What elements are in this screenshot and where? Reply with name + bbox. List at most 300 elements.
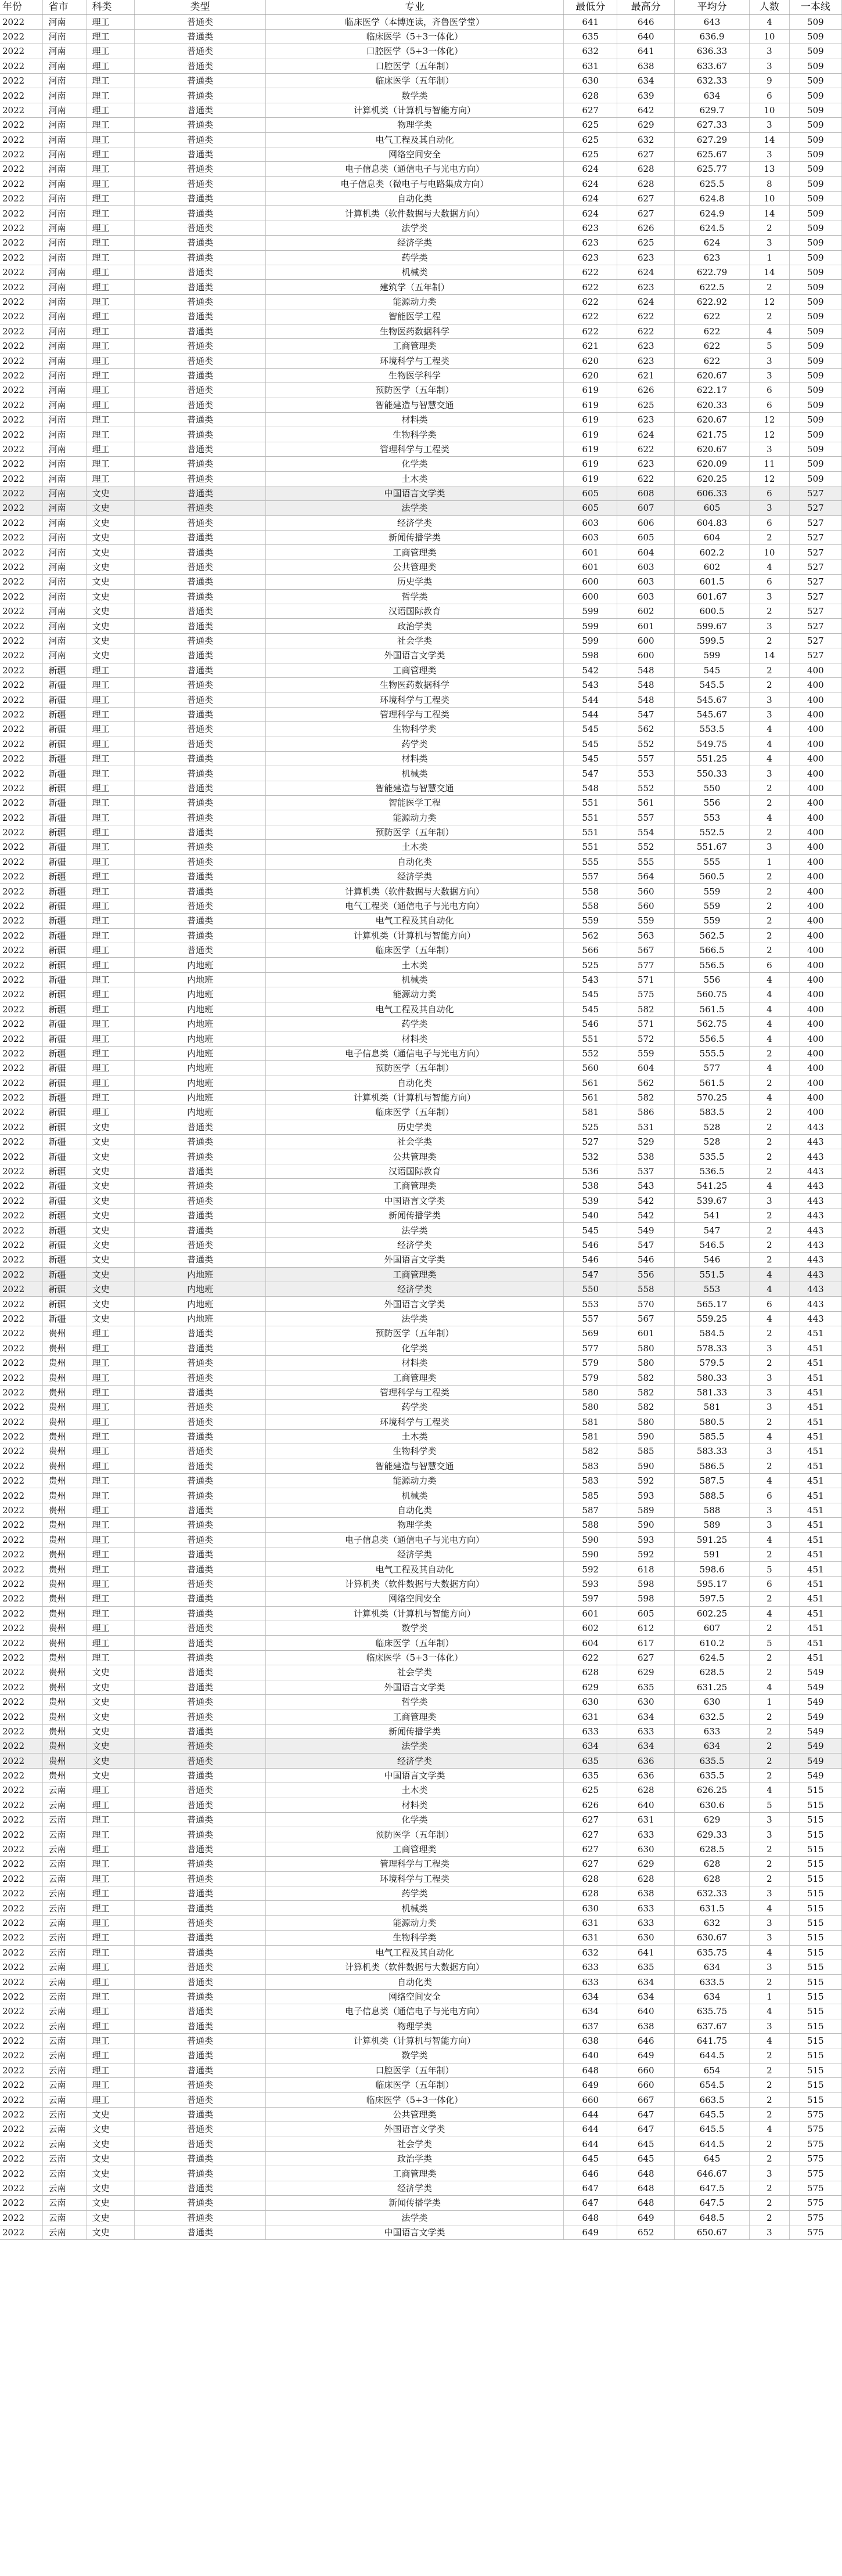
tier-line-cell: 400: [789, 1016, 841, 1031]
max-score-cell: 567: [617, 943, 675, 958]
tier-line-cell: 527: [789, 501, 841, 515]
tier-line-cell: 400: [789, 987, 841, 1002]
major-cell: 电子信息类（微电子与电路集成方向）: [265, 176, 563, 191]
subject-cell: 理工: [86, 457, 135, 471]
max-score-cell: 567: [617, 1311, 675, 1326]
avg-score-cell: 635.5: [675, 1768, 750, 1783]
avg-score-cell: 580.33: [675, 1370, 750, 1385]
province-cell: 新疆: [42, 1149, 86, 1164]
type-cell: 普通类: [135, 2196, 265, 2210]
table-row: [0, 1179, 842, 1193]
avg-score-cell: 599: [675, 648, 750, 663]
max-score-cell: 630: [617, 1931, 675, 1945]
province-cell: 新疆: [42, 1002, 86, 1016]
table-row: [0, 1621, 842, 1635]
tier-line-cell: 575: [789, 2210, 841, 2225]
count-cell: 3: [750, 236, 790, 250]
year-cell: 2022: [0, 1370, 42, 1385]
subject-cell: 理工: [86, 2004, 135, 2019]
min-score-cell: 603: [564, 531, 617, 545]
year-cell: 2022: [0, 1090, 42, 1105]
subject-cell: 理工: [86, 751, 135, 766]
max-score-cell: 562: [617, 722, 675, 737]
major-cell: 临床医学（5+3一体化）: [265, 29, 563, 44]
type-cell: 内地班: [135, 1297, 265, 1311]
province-cell: 贵州: [42, 1355, 86, 1370]
tier-line-cell: 451: [789, 1444, 841, 1459]
tier-line-cell: 400: [789, 1105, 841, 1120]
province-cell: 河南: [42, 457, 86, 471]
year-cell: 2022: [0, 1871, 42, 1886]
avg-score-cell: 555: [675, 854, 750, 869]
min-score-cell: 582: [564, 1444, 617, 1459]
year-cell: 2022: [0, 663, 42, 677]
province-cell: 河南: [42, 15, 86, 29]
min-score-cell: 624: [564, 192, 617, 206]
tier-line-cell: 400: [789, 840, 841, 854]
max-score-cell: 553: [617, 766, 675, 781]
type-cell: 普通类: [135, 309, 265, 324]
major-cell: 新闻传播学类: [265, 1724, 563, 1738]
major-cell: 计算机类（软件数据与大数据方向）: [265, 206, 563, 221]
tier-line-cell: 509: [789, 44, 841, 59]
tier-line-cell: 527: [789, 575, 841, 589]
max-score-cell: 590: [617, 1459, 675, 1473]
avg-score-cell: 606.33: [675, 486, 750, 500]
type-cell: 内地班: [135, 1105, 265, 1120]
min-score-cell: 560: [564, 1061, 617, 1076]
table-row: [0, 1326, 842, 1341]
major-cell: 汉语国际教育: [265, 604, 563, 619]
major-cell: 生物科学类: [265, 722, 563, 737]
max-score-cell: 552: [617, 737, 675, 751]
count-cell: 4: [750, 1016, 790, 1031]
max-score-cell: 628: [617, 176, 675, 191]
province-cell: 河南: [42, 589, 86, 604]
major-cell: 电子信息类（通信电子与光电方向）: [265, 1046, 563, 1060]
table-body: [0, 15, 842, 2240]
max-score-cell: 634: [617, 1709, 675, 1724]
major-cell: 土木类: [265, 471, 563, 486]
province-cell: 云南: [42, 1857, 86, 1871]
avg-score-cell: 578.33: [675, 1341, 750, 1355]
avg-score-cell: 622: [675, 338, 750, 353]
min-score-cell: 605: [564, 501, 617, 515]
subject-cell: 文史: [86, 2210, 135, 2225]
year-cell: 2022: [0, 722, 42, 737]
min-score-cell: 580: [564, 1385, 617, 1399]
subject-cell: 理工: [86, 1606, 135, 1621]
max-score-cell: 645: [617, 2137, 675, 2151]
province-cell: 云南: [42, 1931, 86, 1945]
subject-cell: 理工: [86, 280, 135, 294]
province-cell: 云南: [42, 1960, 86, 1974]
min-score-cell: 553: [564, 1297, 617, 1311]
avg-score-cell: 528: [675, 1135, 750, 1149]
year-cell: 2022: [0, 1547, 42, 1562]
count-cell: 4: [750, 722, 790, 737]
year-cell: 2022: [0, 206, 42, 221]
min-score-cell: 622: [564, 1650, 617, 1665]
type-cell: 普通类: [135, 353, 265, 368]
year-cell: 2022: [0, 309, 42, 324]
min-score-cell: 583: [564, 1474, 617, 1488]
table-row: [0, 1238, 842, 1252]
type-cell: 普通类: [135, 250, 265, 265]
tier-line-cell: 515: [789, 1886, 841, 1901]
count-cell: 4: [750, 1606, 790, 1621]
province-cell: 新疆: [42, 1076, 86, 1090]
subject-cell: 理工: [86, 677, 135, 692]
year-cell: 2022: [0, 1768, 42, 1783]
count-cell: 3: [750, 2225, 790, 2239]
type-cell: 普通类: [135, 1238, 265, 1252]
type-cell: 普通类: [135, 560, 265, 574]
type-cell: 普通类: [135, 1931, 265, 1945]
avg-score-cell: 635.75: [675, 1945, 750, 1960]
type-cell: 普通类: [135, 589, 265, 604]
major-cell: 智能医学工程: [265, 309, 563, 324]
year-cell: 2022: [0, 221, 42, 235]
count-cell: 2: [750, 1253, 790, 1267]
tier-line-cell: 400: [789, 1046, 841, 1060]
subject-cell: 理工: [86, 958, 135, 972]
subject-cell: 理工: [86, 796, 135, 810]
type-cell: 普通类: [135, 236, 265, 250]
max-score-cell: 627: [617, 147, 675, 161]
avg-score-cell: 634: [675, 88, 750, 103]
count-cell: 4: [750, 1090, 790, 1105]
year-cell: 2022: [0, 1680, 42, 1694]
province-cell: 贵州: [42, 1754, 86, 1768]
year-cell: 2022: [0, 1665, 42, 1680]
year-cell: 2022: [0, 840, 42, 854]
table-row: [0, 486, 842, 500]
max-score-cell: 604: [617, 545, 675, 560]
max-score-cell: 660: [617, 2078, 675, 2092]
avg-score-cell: 556: [675, 972, 750, 987]
province-cell: 贵州: [42, 1444, 86, 1459]
type-cell: 普通类: [135, 1164, 265, 1178]
major-cell: 外国语言文学类: [265, 648, 563, 663]
max-score-cell: 600: [617, 648, 675, 663]
min-score-cell: 545: [564, 737, 617, 751]
year-cell: 2022: [0, 1842, 42, 1856]
province-cell: 云南: [42, 2004, 86, 2019]
avg-score-cell: 624.5: [675, 1650, 750, 1665]
table-row: [0, 1311, 842, 1326]
max-score-cell: 537: [617, 1164, 675, 1178]
min-score-cell: 644: [564, 2137, 617, 2151]
major-cell: 机械类: [265, 1901, 563, 1915]
avg-score-cell: 631.25: [675, 1680, 750, 1694]
subject-cell: 文史: [86, 1768, 135, 1783]
avg-score-cell: 565.17: [675, 1297, 750, 1311]
major-cell: 电气工程及其自动化: [265, 914, 563, 928]
count-cell: 4: [750, 2033, 790, 2048]
year-cell: 2022: [0, 751, 42, 766]
tier-line-cell: 451: [789, 1385, 841, 1399]
major-cell: 哲学类: [265, 1694, 563, 1709]
province-cell: 云南: [42, 2196, 86, 2210]
year-cell: 2022: [0, 1105, 42, 1120]
type-cell: 普通类: [135, 575, 265, 589]
count-cell: 3: [750, 1915, 790, 1930]
max-score-cell: 636: [617, 1754, 675, 1768]
avg-score-cell: 553.5: [675, 722, 750, 737]
avg-score-cell: 585.5: [675, 1429, 750, 1444]
subject-cell: 理工: [86, 236, 135, 250]
tier-line-cell: 527: [789, 589, 841, 604]
province-cell: 贵州: [42, 1400, 86, 1415]
subject-cell: 文史: [86, 1739, 135, 1754]
type-cell: 普通类: [135, 1208, 265, 1223]
province-cell: 贵州: [42, 1665, 86, 1680]
type-cell: 普通类: [135, 545, 265, 560]
max-score-cell: 623: [617, 250, 675, 265]
max-score-cell: 582: [617, 1400, 675, 1415]
max-score-cell: 628: [617, 1783, 675, 1798]
type-cell: 普通类: [135, 1901, 265, 1915]
year-cell: 2022: [0, 2196, 42, 2210]
count-cell: 3: [750, 44, 790, 59]
province-cell: 河南: [42, 442, 86, 456]
max-score-cell: 559: [617, 1046, 675, 1060]
year-cell: 2022: [0, 619, 42, 633]
subject-cell: 理工: [86, 825, 135, 839]
major-cell: 政治学类: [265, 619, 563, 633]
table-row: [0, 1694, 842, 1709]
major-cell: 社会学类: [265, 1665, 563, 1680]
year-cell: 2022: [0, 324, 42, 338]
year-cell: 2022: [0, 1592, 42, 1606]
province-cell: 云南: [42, 1842, 86, 1856]
avg-score-cell: 595.17: [675, 1576, 750, 1591]
max-score-cell: 549: [617, 1223, 675, 1238]
avg-score-cell: 629.7: [675, 103, 750, 117]
min-score-cell: 558: [564, 884, 617, 899]
table-row: [0, 1016, 842, 1031]
major-cell: 药学类: [265, 1400, 563, 1415]
count-cell: 3: [750, 766, 790, 781]
subject-cell: 理工: [86, 1886, 135, 1901]
type-cell: 普通类: [135, 1606, 265, 1621]
tier-line-cell: 443: [789, 1267, 841, 1282]
province-cell: 云南: [42, 2225, 86, 2239]
major-cell: 外国语言文学类: [265, 1253, 563, 1267]
major-cell: 电气工程及其自动化: [265, 132, 563, 147]
province-cell: 贵州: [42, 1385, 86, 1399]
avg-score-cell: 584.5: [675, 1326, 750, 1341]
province-cell: 河南: [42, 132, 86, 147]
min-score-cell: 599: [564, 604, 617, 619]
min-score-cell: 625: [564, 147, 617, 161]
year-cell: 2022: [0, 987, 42, 1002]
year-cell: 2022: [0, 147, 42, 161]
table-row: [0, 88, 842, 103]
min-score-cell: 630: [564, 73, 617, 88]
table-row: [0, 825, 842, 839]
count-cell: 3: [750, 1400, 790, 1415]
count-cell: 5: [750, 1562, 790, 1576]
subject-cell: 理工: [86, 1813, 135, 1827]
subject-cell: 理工: [86, 1459, 135, 1473]
year-cell: 2022: [0, 692, 42, 707]
tier-line-cell: 443: [789, 1311, 841, 1326]
province-cell: 新疆: [42, 677, 86, 692]
tier-line-cell: 451: [789, 1547, 841, 1562]
type-cell: 普通类: [135, 870, 265, 884]
count-cell: 12: [750, 471, 790, 486]
major-cell: 社会学类: [265, 1135, 563, 1149]
min-score-cell: 555: [564, 854, 617, 869]
table-row: [0, 442, 842, 456]
count-cell: 3: [750, 1886, 790, 1901]
max-score-cell: 627: [617, 192, 675, 206]
major-cell: 计算机类（计算机与智能方向）: [265, 1606, 563, 1621]
table-row: [0, 677, 842, 692]
year-cell: 2022: [0, 545, 42, 560]
count-cell: 4: [750, 987, 790, 1002]
table-row: [0, 398, 842, 412]
table-row: [0, 1754, 842, 1768]
subject-cell: 理工: [86, 1621, 135, 1635]
table-row: [0, 1415, 842, 1429]
subject-cell: 理工: [86, 1444, 135, 1459]
subject-cell: 理工: [86, 1400, 135, 1415]
max-score-cell: 624: [617, 265, 675, 280]
count-cell: 2: [750, 2181, 790, 2195]
year-cell: 2022: [0, 1724, 42, 1738]
min-score-cell: 579: [564, 1370, 617, 1385]
year-cell: 2022: [0, 2019, 42, 2033]
province-cell: 河南: [42, 383, 86, 398]
province-cell: 云南: [42, 2210, 86, 2225]
avg-score-cell: 602.2: [675, 545, 750, 560]
subject-cell: 文史: [86, 2196, 135, 2210]
province-cell: 河南: [42, 501, 86, 515]
avg-score-cell: 550: [675, 781, 750, 795]
type-cell: 普通类: [135, 15, 265, 29]
type-cell: 普通类: [135, 1857, 265, 1871]
min-score-cell: 623: [564, 250, 617, 265]
table-row: [0, 1576, 842, 1591]
max-score-cell: 633: [617, 1724, 675, 1738]
min-score-cell: 593: [564, 1576, 617, 1591]
max-score-cell: 601: [617, 1326, 675, 1341]
table-row: [0, 1253, 842, 1267]
min-score-cell: 622: [564, 309, 617, 324]
tier-line-cell: 451: [789, 1621, 841, 1635]
count-cell: 14: [750, 648, 790, 663]
min-score-cell: 543: [564, 677, 617, 692]
min-score-cell: 622: [564, 280, 617, 294]
subject-cell: 理工: [86, 1031, 135, 1046]
table-row: [0, 840, 842, 854]
table-row: [0, 1267, 842, 1282]
count-cell: 2: [750, 1871, 790, 1886]
avg-score-cell: 556.5: [675, 958, 750, 972]
subject-cell: 理工: [86, 132, 135, 147]
major-cell: 土木类: [265, 958, 563, 972]
year-cell: 2022: [0, 1989, 42, 2004]
type-cell: 内地班: [135, 1311, 265, 1326]
min-score-cell: 619: [564, 412, 617, 427]
major-cell: 化学类: [265, 1813, 563, 1827]
subject-cell: 文史: [86, 575, 135, 589]
min-score-cell: 635: [564, 1768, 617, 1783]
avg-score-cell: 663.5: [675, 2092, 750, 2107]
major-cell: 经济学类: [265, 236, 563, 250]
province-cell: 河南: [42, 398, 86, 412]
type-cell: 普通类: [135, 1724, 265, 1738]
year-cell: 2022: [0, 648, 42, 663]
type-cell: 普通类: [135, 2122, 265, 2137]
year-cell: 2022: [0, 958, 42, 972]
count-cell: 2: [750, 677, 790, 692]
subject-cell: 文史: [86, 648, 135, 663]
subject-cell: 文史: [86, 2107, 135, 2122]
major-cell: 外国语言文学类: [265, 2122, 563, 2137]
type-cell: 普通类: [135, 383, 265, 398]
province-cell: 河南: [42, 59, 86, 73]
tier-line-cell: 527: [789, 619, 841, 633]
year-cell: 2022: [0, 1931, 42, 1945]
type-cell: 普通类: [135, 677, 265, 692]
avg-score-cell: 628.5: [675, 1842, 750, 1856]
year-cell: 2022: [0, 589, 42, 604]
count-cell: 3: [750, 1444, 790, 1459]
count-cell: 2: [750, 1975, 790, 1989]
min-score-cell: 660: [564, 2092, 617, 2107]
tier-line-cell: 527: [789, 531, 841, 545]
table-row: [0, 1474, 842, 1488]
year-cell: 2022: [0, 1135, 42, 1149]
max-score-cell: 606: [617, 515, 675, 530]
province-cell: 新疆: [42, 810, 86, 825]
table-row: [0, 751, 842, 766]
tier-line-cell: 400: [789, 884, 841, 899]
max-score-cell: 538: [617, 1149, 675, 1164]
subject-cell: 理工: [86, 766, 135, 781]
province-cell: 河南: [42, 162, 86, 176]
major-cell: 药学类: [265, 737, 563, 751]
min-score-cell: 601: [564, 560, 617, 574]
avg-score-cell: 604: [675, 531, 750, 545]
province-cell: 新疆: [42, 1267, 86, 1282]
min-score-cell: 545: [564, 1223, 617, 1238]
min-score-cell: 540: [564, 1208, 617, 1223]
subject-cell: 理工: [86, 265, 135, 280]
count-cell: 13: [750, 162, 790, 176]
max-score-cell: 552: [617, 840, 675, 854]
year-cell: 2022: [0, 368, 42, 383]
min-score-cell: 580: [564, 1400, 617, 1415]
min-score-cell: 581: [564, 1429, 617, 1444]
max-score-cell: 641: [617, 1945, 675, 1960]
major-cell: 新闻传播学类: [265, 1208, 563, 1223]
subject-cell: 理工: [86, 972, 135, 987]
min-score-cell: 640: [564, 2048, 617, 2063]
province-cell: 河南: [42, 88, 86, 103]
min-score-cell: 544: [564, 707, 617, 721]
tier-line-cell: 400: [789, 1090, 841, 1105]
subject-cell: 理工: [86, 884, 135, 899]
avg-score-cell: 635.75: [675, 2004, 750, 2019]
max-score-cell: 624: [617, 294, 675, 309]
type-cell: 内地班: [135, 958, 265, 972]
province-cell: 河南: [42, 206, 86, 221]
